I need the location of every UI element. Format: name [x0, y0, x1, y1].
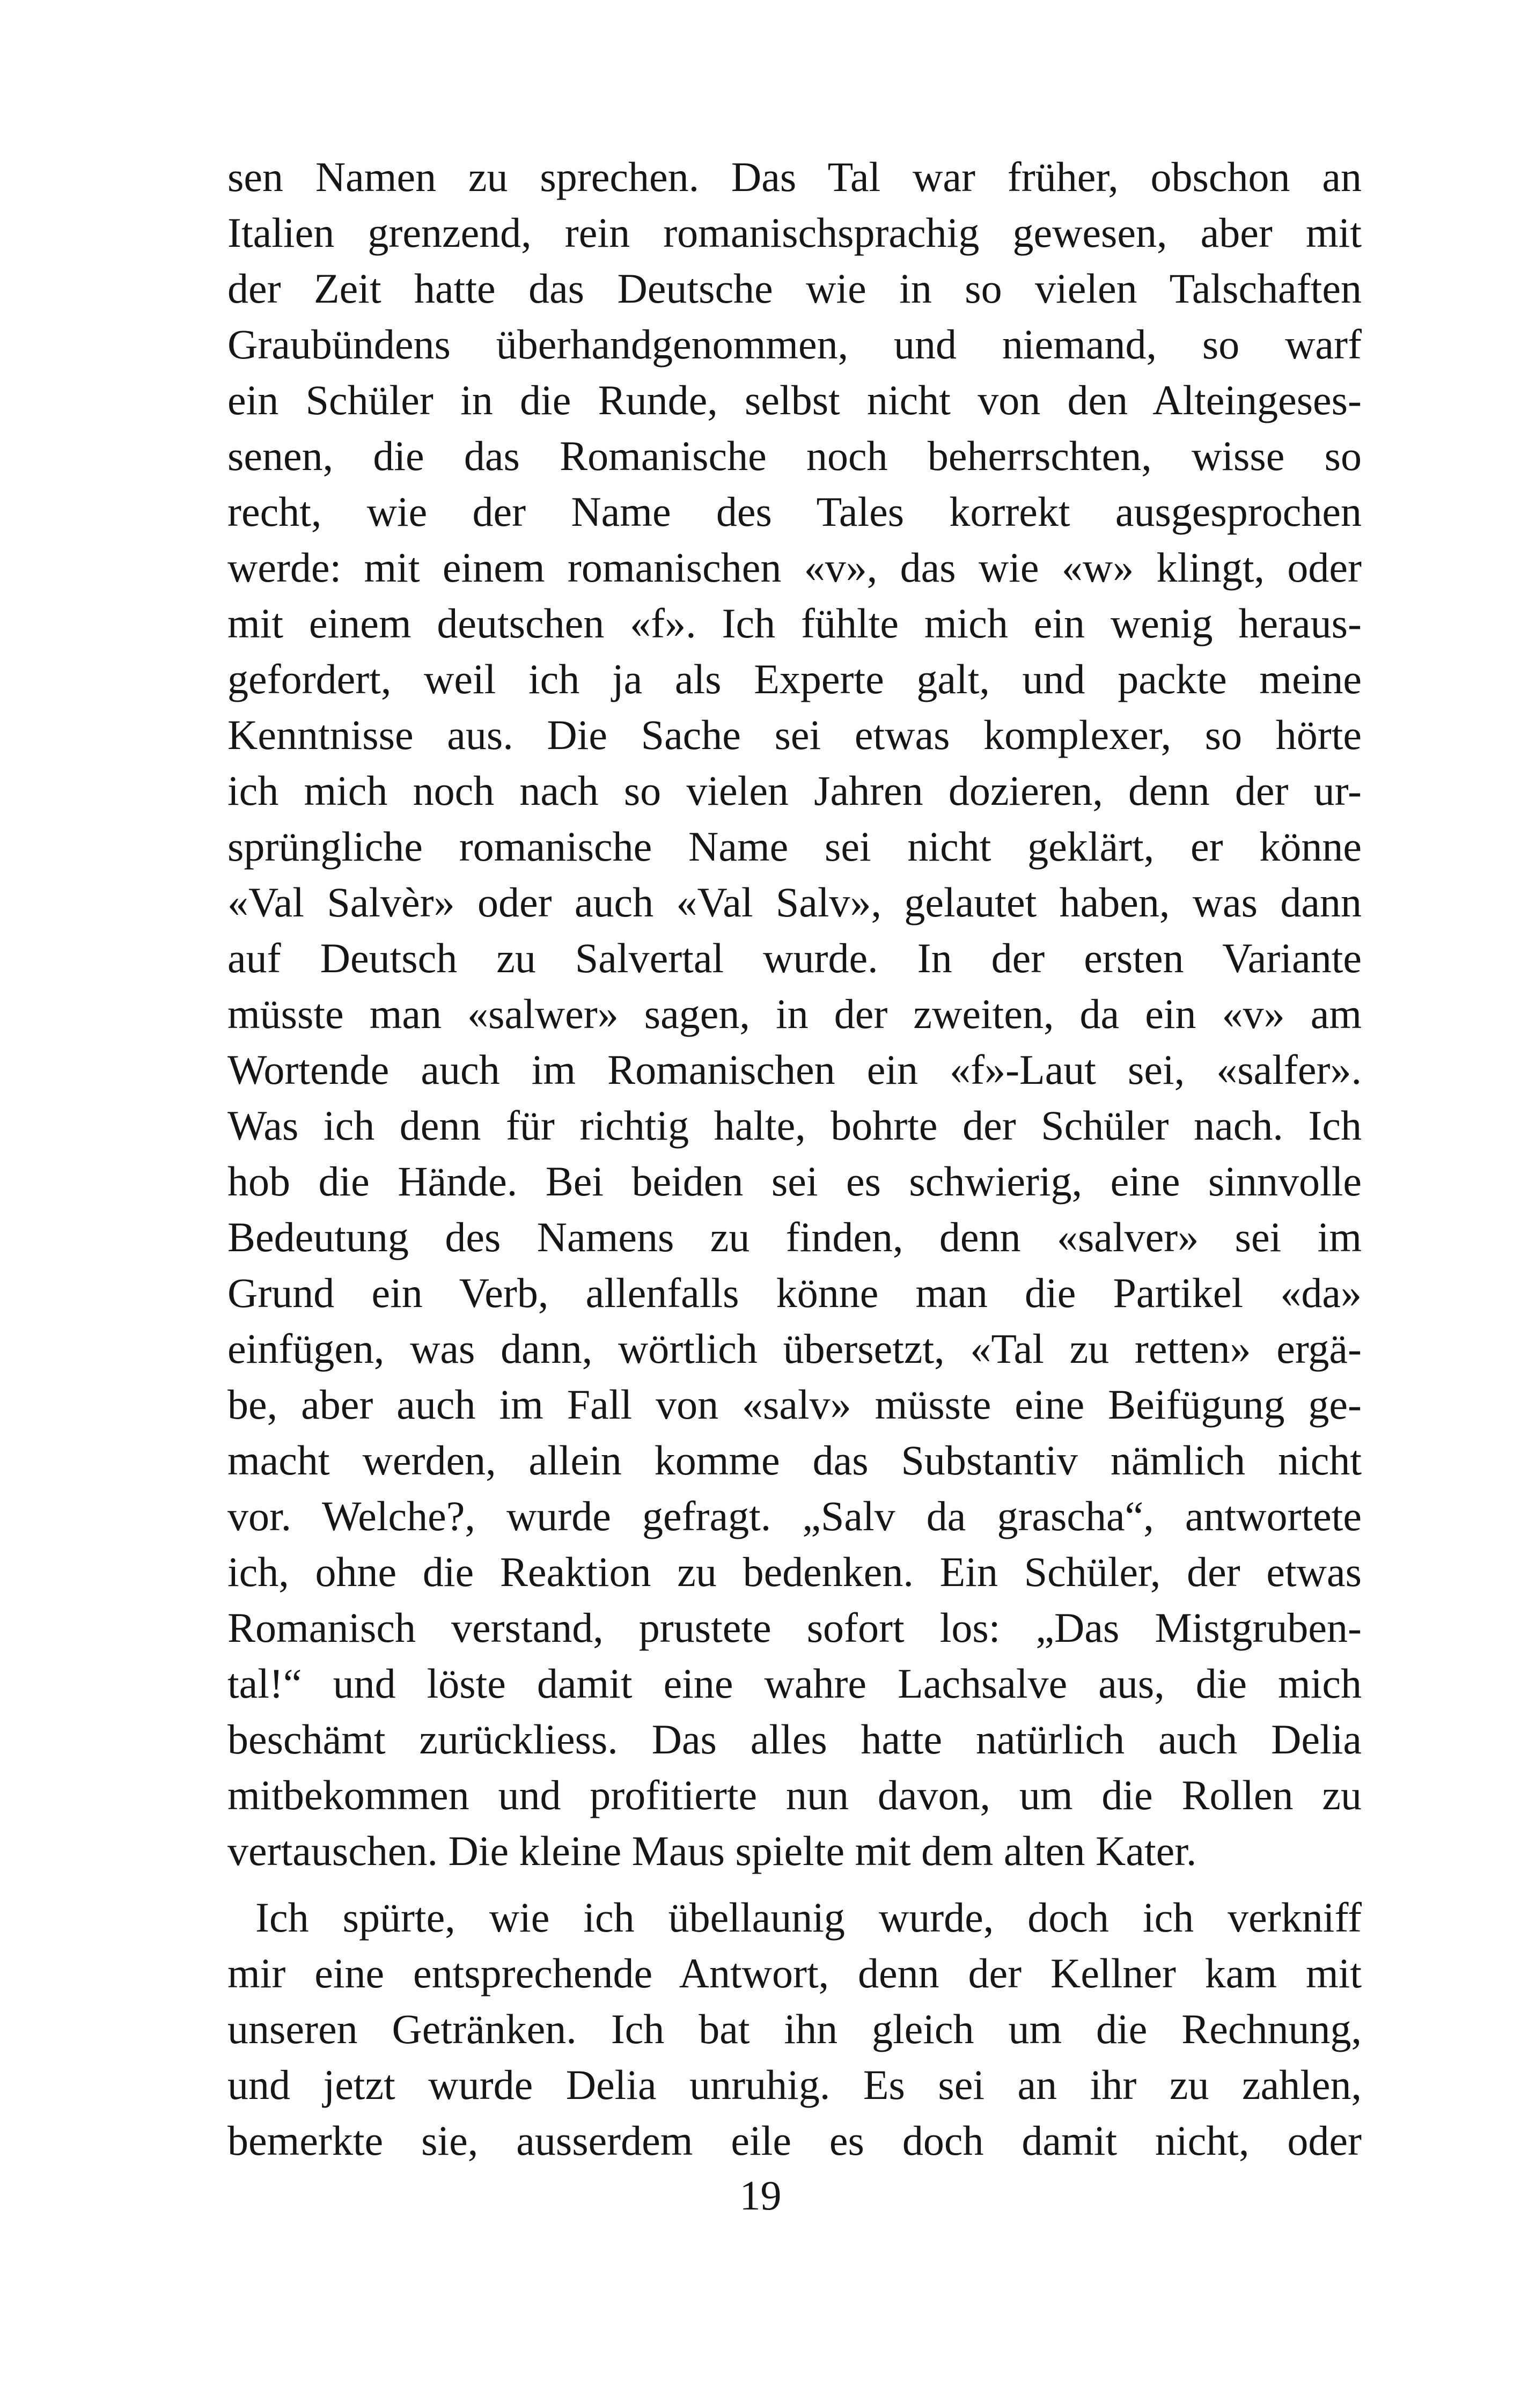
text-line: mit einem deutschen «f». Ich fühlte mich ein wenig heraus-: [227, 600, 1362, 647]
text-line: auf Deutsch zu Salvertal wurde. In der ersten Variante: [227, 935, 1362, 981]
text-line: Wortende auch im Romanischen ein «f»-Laut sei, «salfer».: [227, 1046, 1362, 1093]
text-line: «Val Salvèr» oder auch «Val Salv», gelautet haben, was dann: [227, 879, 1362, 926]
text-line: müsste man «salwer» sagen, in der zweiten, da ein «v» am: [227, 990, 1362, 1037]
text-line: sprüngliche romanische Name sei nicht geklärt, er könne: [227, 823, 1362, 870]
text-line: ich, ohne die Reaktion zu bedenken. Ein Schüler, der etwas: [227, 1548, 1362, 1595]
text-line: einfügen, was dann, wörtlich übersetzt, «Tal zu retten» ergä-: [227, 1325, 1362, 1372]
text-line: mir eine entsprechende Antwort, denn der Kellner kam mit: [227, 1950, 1362, 1996]
text-line: Romanisch verstand, prustete sofort los: „Das Mistgruben-: [227, 1604, 1362, 1651]
text-line: Kenntnisse aus. Die Sache sei etwas komplexer, so hörte: [227, 711, 1362, 758]
text-line: recht, wie der Name des Tales korrekt ausgesprochen: [227, 488, 1362, 535]
text-line: beschämt zurückliess. Das alles hatte natürlich auch Delia: [227, 1716, 1362, 1763]
text-line: macht werden, allein komme das Substantiv nämlich nicht: [227, 1437, 1362, 1484]
text-line: und jetzt wurde Delia unruhig. Es sei an ihr zu zahlen,: [227, 2061, 1362, 2108]
text-line: Italien grenzend, rein romanischsprachig gewesen, aber mit: [227, 209, 1362, 256]
paragraph-1: [227, 149, 1362, 1879]
page-number: 19: [739, 2172, 782, 2219]
text-line: vertauschen. Die kleine Maus spielte mit dem alten Kater.: [227, 1827, 1197, 1874]
text-line: unseren Getränken. Ich bat ihn gleich um die Rechnung,: [227, 2006, 1362, 2052]
text-line: Bedeutung des Namens zu finden, denn «salver» sei im: [227, 1214, 1362, 1260]
text-line: ich mich noch nach so vielen Jahren dozieren, denn der ur-: [227, 767, 1362, 814]
text-line: der Zeit hatte das Deutsche wie in so vielen Talschaften: [227, 265, 1362, 312]
text-line: Was ich denn für richtig halte, bohrte der Schüler nach. Ich: [227, 1102, 1362, 1149]
text-line: bemerkte sie, ausserdem eile es doch damit nicht, oder: [227, 2117, 1362, 2164]
text-line: be, aber auch im Fall von «salv» müsste eine Beifügung ge-: [227, 1381, 1362, 1428]
text-line: gefordert, weil ich ja als Experte galt, und packte meine: [227, 656, 1362, 702]
text-line: sen Namen zu sprechen. Das Tal war früher, obschon an: [227, 153, 1362, 200]
text-line: mitbekommen und profitierte nun davon, um die Rollen zu: [227, 1772, 1362, 1818]
text-line: Graubündens überhandgenommen, und niemand, so warf: [227, 321, 1362, 368]
text-line: hob die Hände. Bei beiden sei es schwierig, eine sinnvolle: [227, 1158, 1362, 1205]
text-line: ein Schüler in die Runde, selbst nicht von den Alteingeses-: [227, 377, 1362, 423]
paragraph-2: [227, 1890, 1362, 2169]
text-line: Ich spürte, wie ich übellaunig wurde, doch ich verkniff: [255, 1894, 1362, 1941]
text-line: senen, die das Romanische noch beherrschten, wisse so: [227, 432, 1362, 479]
text-line: werde: mit einem romanischen «v», das wie «w» klingt, oder: [227, 544, 1362, 591]
text-line: vor. Welche?, wurde gefragt. „Salv da grascha“, antwortete: [227, 1493, 1362, 1539]
text-line: tal!“ und löste damit eine wahre Lachsalve aus, die mich: [227, 1660, 1362, 1707]
body-text: [227, 149, 1362, 2169]
text-line: Grund ein Verb, allenfalls könne man die Partikel «da»: [227, 1269, 1362, 1316]
